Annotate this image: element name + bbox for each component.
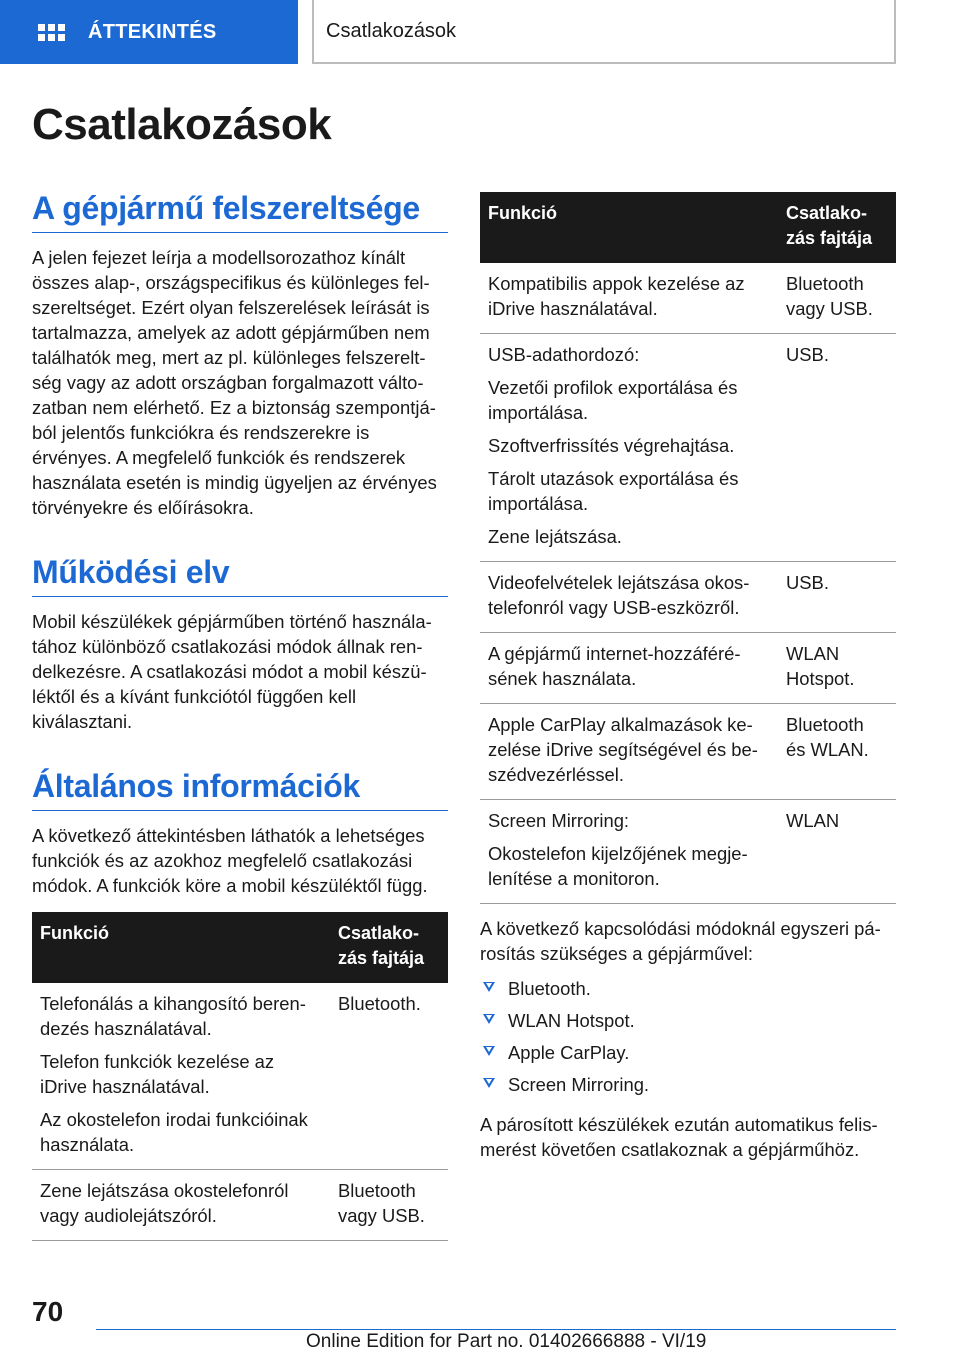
list-item-text: Bluetooth. [508,977,591,999]
function-cell [480,704,778,800]
function-cell [480,800,778,904]
list-item-text: Screen Mirroring. [508,1073,650,1095]
triangle-bullet-icon [483,1014,495,1024]
section-equipment [32,190,448,520]
connection-cell: Bluetooth vagy USB. [330,1170,448,1241]
function-text: USB-adathordozó: [488,344,640,365]
table-row [480,633,896,704]
triangle-bullet-icon [483,982,495,992]
table-row [480,334,896,562]
section-heading: A gépjármű felszereltsége [32,190,448,233]
page-number: 70 [32,1296,64,1327]
connection-cell: WLAN Hotspot. [778,633,896,704]
table-row [32,1170,448,1241]
function-text: Zene lejátszása okostelefonról vagy audiolejátszóról. [40,1180,289,1226]
function-text: Apple CarPlay alkalmazások kezelése iDrive segítségével és beszédvezérléssel. [488,714,758,785]
section-body: Mobil készülékek gépjárműben történő használatához különböző csatlakozási módok állnak rendelkezésre. A csatlakozási módot a mobil készüléktől és a kívánt funkciótól függően kell kiválasztani. [32,611,432,732]
list-item [480,1004,896,1036]
table-row [480,704,896,800]
function-cell [32,983,330,1170]
grid-menu-icon [38,21,66,43]
overview-label: ÁTTEKINTÉS [88,20,217,43]
section-heading: Működési elv [32,554,448,597]
function-text: Telefonálás a kihangosító berendezés használatával. [40,993,306,1039]
table-header-row [32,912,448,983]
function-text: Az okostelefon irodai funkcióinak használata. [40,1109,308,1155]
breadcrumb-label: Csatlakozások [326,19,457,42]
connection-cell: Bluetooth. [330,983,448,1170]
section-principle [32,554,448,734]
connection-cell: Bluetooth és WLAN. [778,704,896,800]
connection-cell: Bluetooth vagy USB. [778,263,896,334]
list-item [480,972,896,1004]
function-text: Tárolt utazások exportálása és importálása. [488,468,739,514]
connection-cell: WLAN [778,800,896,904]
connection-table-right [480,192,896,904]
function-cell [480,633,778,704]
triangle-bullet-icon [483,1046,495,1056]
function-text: Vezetői profilok exportálása és importálása. [488,377,738,423]
section-heading: Általános információk [32,768,448,811]
right-column [480,192,896,1162]
connection-cell: USB. [778,334,896,562]
col-header-function: Funkció [32,912,330,983]
table-row [480,800,896,904]
function-text: Szoftverfrissítés végrehajtása. [488,435,735,456]
list-item [480,1068,896,1100]
function-text: A gépjármű internet-hozzáférésének használata. [488,643,741,689]
col-header-connection: Csatlakozás fajtája [778,192,896,263]
function-text: Videofelvételek lejátszása okostelefonról vagy USB-eszközről. [488,572,750,618]
section-body: A jelen fejezet leírja a modellsorozathoz kínált összes alap-, országspecifikus és különleges felszereltséget. Ezért olyan felszerelések leírását is tartalmazza, amelyek az adott gépjárműben nem találhatók meg, mert az pl. különleges felszereltség vagy az adott országban forgalmazott változatban nem elérhető. Ez a biztonság szempontjából jelentős funkciókra és rendszerekre is érvényes. A megfelelő funkciók és rendszerek használata esetén is mindig ügyeljen az érvényes törvényekre és előírásokra. [32,247,437,518]
function-cell [480,334,778,562]
table-row [480,263,896,334]
overview-tab[interactable] [0,0,298,64]
page-title: Csatlakozások [32,100,332,149]
function-cell [32,1170,330,1241]
pairing-intro: A következő kapcsolódási módoknál egyszeri párosítás szükséges a gépjárművel: [480,918,881,964]
breadcrumb[interactable] [312,0,896,64]
table-row [32,983,448,1170]
pairing-outro: A párosított készülékek ezután automatikus felismerést követően csatlakoznak a gépjárműhöz. [480,1114,878,1160]
list-item-text: WLAN Hotspot. [508,1009,635,1031]
table-row [480,562,896,633]
pairing-list [480,972,896,1100]
list-item-text: Apple CarPlay. [508,1041,630,1063]
table-header-row [480,192,896,263]
list-item [480,1036,896,1068]
function-text: Kompatibilis appok kezelése az iDrive használatával. [488,273,745,319]
col-header-connection: Csatlakozás fajtája [330,912,448,983]
connection-table-left [32,912,448,1241]
function-cell [480,562,778,633]
connection-cell: USB. [778,562,896,633]
footer-divider [96,1329,896,1330]
function-text: Telefon funkciók kezelése az iDrive használatával. [40,1051,275,1097]
function-text: Screen Mirroring: [488,810,630,831]
section-general [32,768,448,898]
left-column [32,190,448,1241]
footer-edition: Online Edition for Part no. 01402666888 - VI/19 [306,1331,707,1352]
function-cell [480,263,778,334]
section-body: A következő áttekintésben láthatók a lehetséges funkciók és az azokhoz megfelelő csatlakozási módok. A funkciók köre a mobil készüléktől függ. [32,825,428,896]
col-header-function: Funkció [480,192,778,263]
function-text: Okostelefon kijelzőjének megjelenítése a monitoron. [488,843,748,889]
function-text: Zene lejátszása. [488,526,622,547]
triangle-bullet-icon [483,1078,495,1088]
